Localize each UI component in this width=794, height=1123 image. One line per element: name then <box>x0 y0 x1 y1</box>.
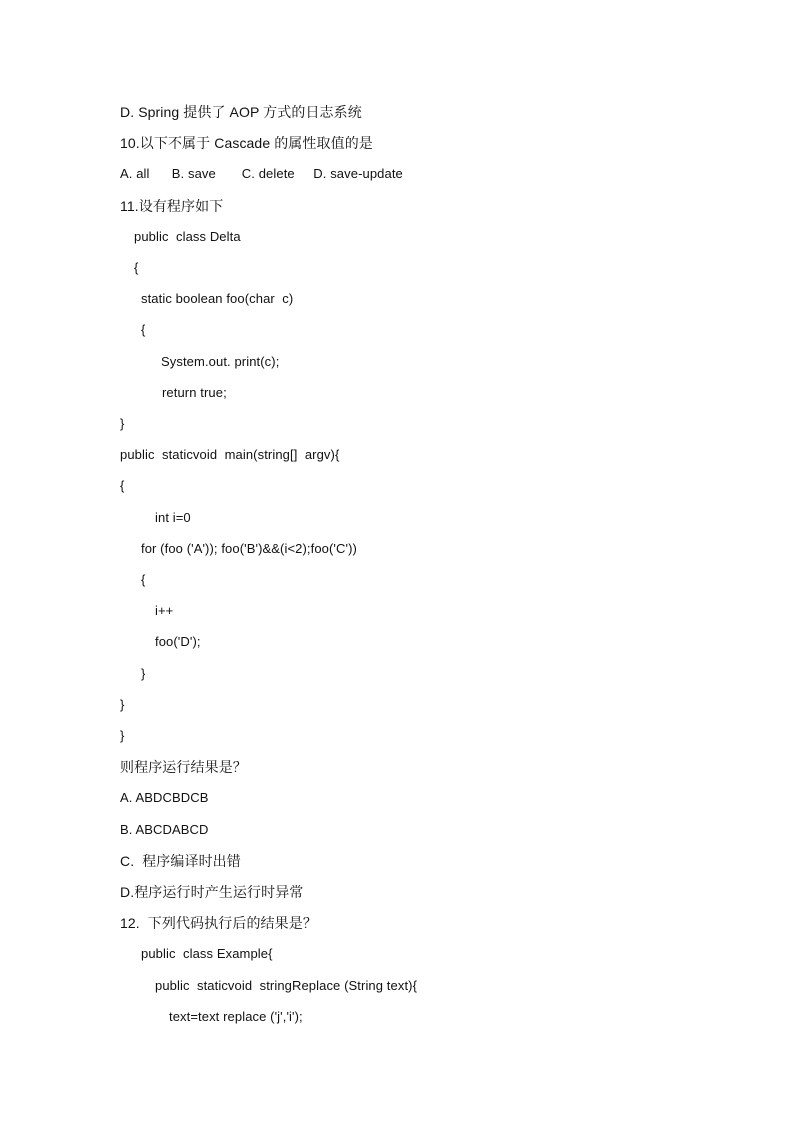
code-line: public class Example{ <box>141 946 273 961</box>
code-line: for (foo ('A')); foo('B')&&(i<2);foo('C')) <box>141 541 357 556</box>
code-line: text=text replace ('j','i'); <box>169 1009 303 1024</box>
code-line: } <box>120 416 125 431</box>
code-line: } <box>120 697 125 712</box>
question-10: 10.以下不属于 Cascade 的属性取值的是 <box>120 135 373 151</box>
code-line: { <box>120 478 125 493</box>
question-12: 12. 下列代码执行后的结果是？ <box>120 915 317 931</box>
question-11-option-d: D.程序运行时产生运行时异常 <box>120 884 304 900</box>
code-line: System.out. print(c); <box>161 354 280 369</box>
code-line: } <box>120 728 125 743</box>
code-line: { <box>141 322 146 337</box>
question-11-prompt: 则程序运行结果是？ <box>120 759 247 775</box>
code-line: } <box>141 666 146 681</box>
code-line: i++ <box>155 603 174 618</box>
question-11: 11.设有程序如下 <box>120 198 224 214</box>
code-line: public staticvoid stringReplace (String text){ <box>155 978 418 993</box>
code-line: foo('D'); <box>155 634 201 649</box>
code-line: public class Delta <box>134 229 241 244</box>
code-line: { <box>134 260 139 275</box>
code-line: { <box>141 572 146 587</box>
code-line: return true; <box>162 385 227 400</box>
question-11-option-c: C. 程序编译时出错 <box>120 853 241 869</box>
code-line: int i=0 <box>155 510 191 525</box>
question-10-options: A. all B. save C. delete D. save-update <box>120 166 403 181</box>
question-11-option-b: B. ABCDABCD <box>120 822 209 837</box>
question-11-option-a: A. ABDCBDCB <box>120 790 209 805</box>
code-line: static boolean foo(char c) <box>141 291 294 306</box>
option-d-spring: D. Spring 提供了 AOP 方式的日志系统 <box>120 104 362 120</box>
code-line: public staticvoid main(string[] argv){ <box>120 447 340 462</box>
